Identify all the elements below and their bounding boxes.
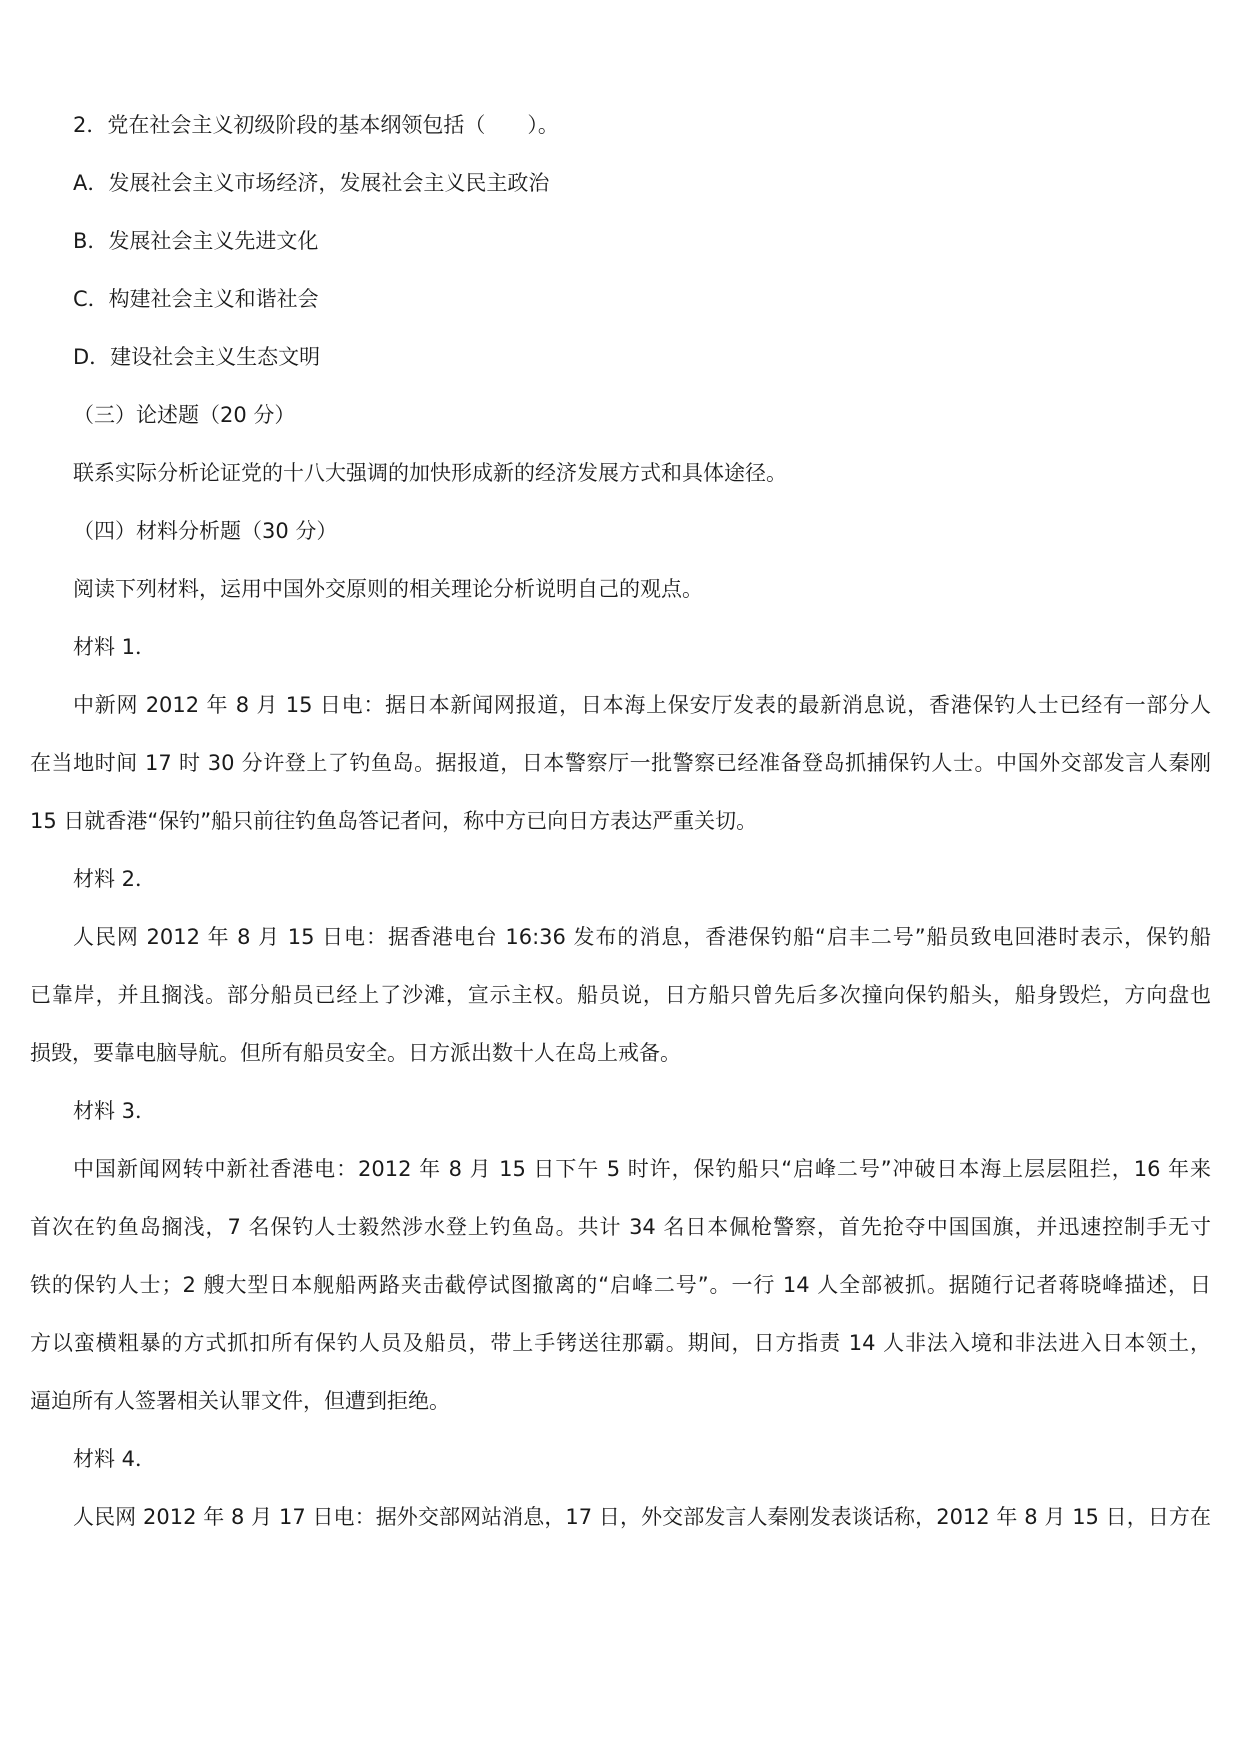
section-3-prompt: 联系实际分析论证党的十八大强调的加快形成新的经济发展方式和具体途径。 — [73, 461, 787, 485]
material-4-label: 材料 4． — [73, 1447, 157, 1471]
material-1-line-2: 在当地时间 17 时 30 分许登上了钓鱼岛。据报道，日本警察厅一批警察已经准备登岛抓捕保钓人士。中国外交部发言人秦刚 — [30, 751, 1211, 775]
material-2-line-3: 损毁，要靠电脑导航。但所有船员安全。日方派出数十人在岛上戒备。 — [30, 1041, 681, 1065]
question-2-stem: 2．党在社会主义初级阶段的基本纲领包括（ ）。 — [73, 113, 559, 137]
material-1-label: 材料 1． — [73, 635, 157, 659]
material-3-line-5: 逼迫所有人签署相关认罪文件，但遭到拒绝。 — [30, 1389, 450, 1413]
option-a: A．发展社会主义市场经济，发展社会主义民主政治 — [73, 171, 550, 195]
option-d: D．建设社会主义生态文明 — [73, 345, 321, 369]
material-3-label: 材料 3． — [73, 1099, 157, 1123]
material-3-line-2: 首次在钓鱼岛搁浅，7 名保钓人士毅然涉水登上钓鱼岛。共计 34 名日本佩枪警察，首先抢夺中国国旗，并迅速控制手无寸 — [30, 1215, 1211, 1239]
material-2-label: 材料 2． — [73, 867, 157, 891]
section-3-heading: （三）论述题（20 分） — [73, 403, 296, 427]
material-3-line-1: 中国新闻网转中新社香港电：2012 年 8 月 15 日下午 5 时许，保钓船只“启峰二号”冲破日本海上层层阻拦，16 年来 — [73, 1157, 1211, 1181]
option-b: B．发展社会主义先进文化 — [73, 229, 319, 253]
material-2-line-1: 人民网 2012 年 8 月 15 日电：据香港电台 16:36 发布的消息，香港保钓船“启丰二号”船员致电回港时表示，保钓船 — [73, 925, 1211, 949]
material-3-line-4: 方以蛮横粗暴的方式抓扣所有保钓人员及船员，带上手铐送往那霸。期间，日方指责 14 人非法入境和非法进入日本领土， — [30, 1331, 1211, 1355]
material-4-line-1: 人民网 2012 年 8 月 17 日电：据外交部网站消息，17 日，外交部发言人秦刚发表谈话称，2012 年 8 月 15 日，日方在 — [73, 1505, 1211, 1529]
option-c: C．构建社会主义和谐社会 — [73, 287, 319, 311]
material-1-line-3: 15 日就香港“保钓”船只前往钓鱼岛答记者问，称中方已向日方表达严重关切。 — [30, 809, 758, 833]
material-1-line-1: 中新网 2012 年 8 月 15 日电：据日本新闻网报道，日本海上保安厅发表的最新消息说，香港保钓人士已经有一部分人 — [73, 693, 1211, 717]
section-4-heading: （四）材料分析题（30 分） — [73, 519, 338, 543]
section-4-prompt: 阅读下列材料，运用中国外交原则的相关理论分析说明自己的观点。 — [73, 577, 703, 601]
material-3-line-3: 铁的保钓人士；2 艘大型日本舰船两路夹击截停试图撤离的“启峰二号”。一行 14 人全部被抓。据随行记者蒋晓峰描述，日 — [30, 1273, 1211, 1297]
material-2-line-2: 已靠岸，并且搁浅。部分船员已经上了沙滩，宣示主权。船员说，日方船只曾先后多次撞向保钓船头，船身毁烂，方向盘也 — [30, 983, 1211, 1007]
